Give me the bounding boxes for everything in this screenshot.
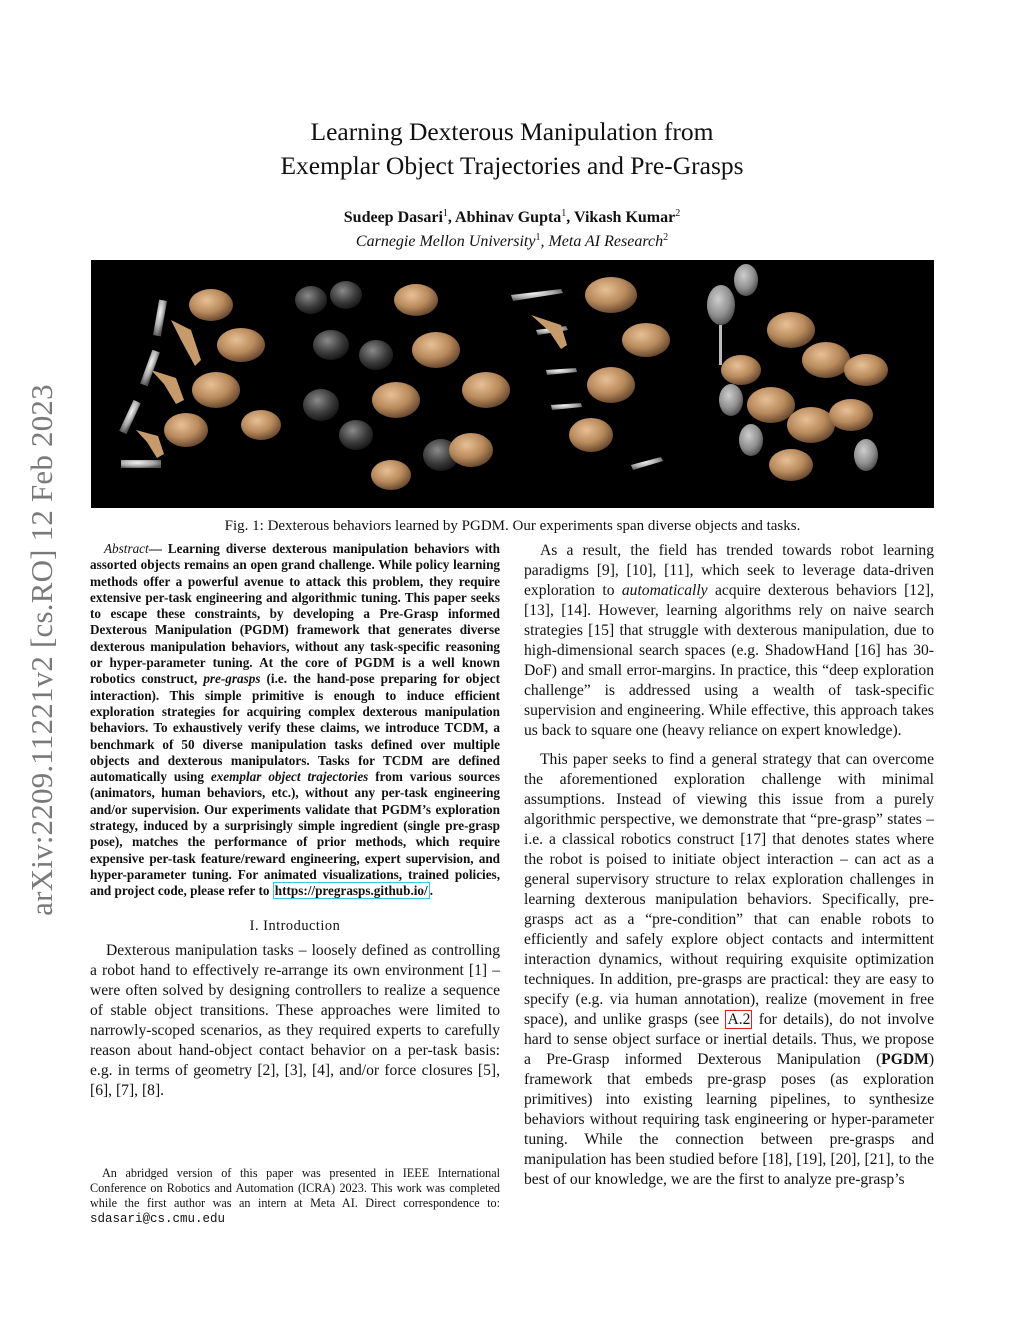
hands-group-3	[511, 277, 670, 470]
pgdm-name: Pre-Grasp informed Dexterous Manipulation	[546, 1051, 861, 1068]
paper-title: Learning Dexterous Manipulation from Exemplar Object Trajectories and Pre-Grasps	[280, 117, 744, 180]
hands-group-1	[119, 289, 281, 468]
left-column	[90, 541, 500, 1101]
section-heading-introduction: I. Introduction	[249, 917, 341, 934]
intro-paragraph-3: This paper seeks to find a general strategy that can overcome the aforementioned exploration challenge with minimal assumptions. Instead of viewing this issue from a purely algorithmic perspective, we demonstrate that “pre-grasp” states – i.e. a classical robotics construct [17] that denotes states where the robot is poised to initiate object interaction – can act as a general supervisory structure to relax exploration challenges in learning dexterous manipulation behaviors. Specifically, pre-grasps act as a “pre-condition” that can enable robots to efficiently and safely explore object contacts and intermittent interaction dynamics, without requiring exquisite optimization techniques. In addition, pre-grasps are practical: they are easy to specify (e.g. via human annotation), realize (movement in free space), and unlike grasps (see A.2 for details), do not involve hard to sense object surface or inertial details. Thus, we propose a Pre-Grasp informed Dexterous Manipulation (PGDM) framework that embeds pre-grasp poses (as exploration primitives) into existing learning pipelines, to synthesize behaviors without requiring task engineering or hyper-parameter tuning. While the connection between pre-grasps and manipulation has been studied before [18], [19], [20], [21], to the best of our knowledge, we are the first to analyze pre-grasp’s	[524, 751, 935, 1188]
intro-paragraph-2: As a result, the field has trended towards robot learning paradigms [9], [10], [11], which seek to leverage data-driven exploration to automatically acquire dexterous behaviors [12], [13], [14]. However, learning algorithms rely on naive search strategies [15] that struggle with dexterous manipulation, due to high-dimensional search spaces (e.g. ShadowHand [16] has 30-DoF) and small error-margins. In practice, this “deep exploration challenge” is addressed using a wealth of task-specific supervision and engineering. While effective, this approach takes us back to square one (heavy reliance on expert knowledge).	[524, 542, 934, 739]
intro-paragraph-1: Dexterous manipulation tasks – loosely defined as controlling a robot hand to effectively re-arrange its own environment [1] – were often solved by designing controllers to realize a sequence of stable object transitions. These approaches were limited to narrowly-scoped scenarios, as they required experts to carefully reason about hand-object contact behavior on a per-task basis: e.g. in terms of geometry [2], [3], [4], and/or force closures [5], [6], [7], [8].	[90, 941, 500, 1099]
hands-group-2	[295, 281, 510, 490]
pgdm-abbreviation: PGDM	[881, 1051, 929, 1068]
correspondence-email[interactable]: sdasari@cs.cmu.edu	[90, 1212, 226, 1226]
right-column	[524, 541, 934, 1190]
appendix-ref-link[interactable]: A.2	[727, 1011, 751, 1028]
affiliations: Carnegie Mellon University$^1$, Meta AI Research$^2$	[355, 232, 669, 250]
arxiv-identifier: arXiv:2209.11221v2 [cs.RO] 12 Feb 2023	[24, 384, 59, 916]
hands-group-4	[707, 264, 888, 481]
abstract: Abstract— Learning diverse dexterous manipulation behaviors with assorted objects remains an open grand challenge. While policy learning methods offer a powerful avenue to attack this problem, they require extensive per-task engineering and algorithmic tuning. This paper seeks to escape these constraints, by developing a Pre-Grasp informed Dexterous Manipulation (PGDM) framework that generates diverse dexterous manipulation behaviors, without any task-specific reasoning or hyper-parameter tuning. At the core of PGDM is a well known robotics construct, pre-grasps (i.e. the hand-pose preparing for object interaction). This simple primitive is enough to induce efficient exploration strategies for acquiring complex dexterous manipulation behaviors. To exhaustively verify these claims, we introduce TCDM, a benchmark of 50 diverse manipulation tasks defined over multiple objects and dexterous manipulators. Tasks for TCDM are defined automatically using exemplar object trajectories from various sources (animators, human behaviors, etc.), without any per-task engineering and/or supervision. Our experiments validate that PGDM’s exploration strategy, induced by a surprisingly simple ingredient (single pre-grasp pose), matches the performance of prior methods, which require expensive per-task feature/reward engineering, expert supervision, and hyper-parameter tuning. For animated visualizations, trained policies, and project code, please refer to https://pregrasps.github.io/ .	[90, 541, 500, 899]
teaser-figure-robot-hands	[91, 260, 934, 508]
footnote: An abridged version of this paper was presented in IEEE International Conference on Robotics and Automation (ICRA) 2023. This work was completed while the first author was an intern at Meta AI. Direct correspondence to: sdasari@cs.cmu.edu	[90, 1166, 500, 1226]
author-list: Sudeep Dasari$^1$, Abhinav Gupta$^1$, Vikash Kumar$^2$	[343, 208, 681, 226]
project-link[interactable]: https://pregrasps.github.io/	[274, 883, 428, 899]
figure-caption: Fig. 1: Dexterous behaviors learned by PGDM. Our experiments span diverse objects and tasks.	[224, 518, 801, 534]
